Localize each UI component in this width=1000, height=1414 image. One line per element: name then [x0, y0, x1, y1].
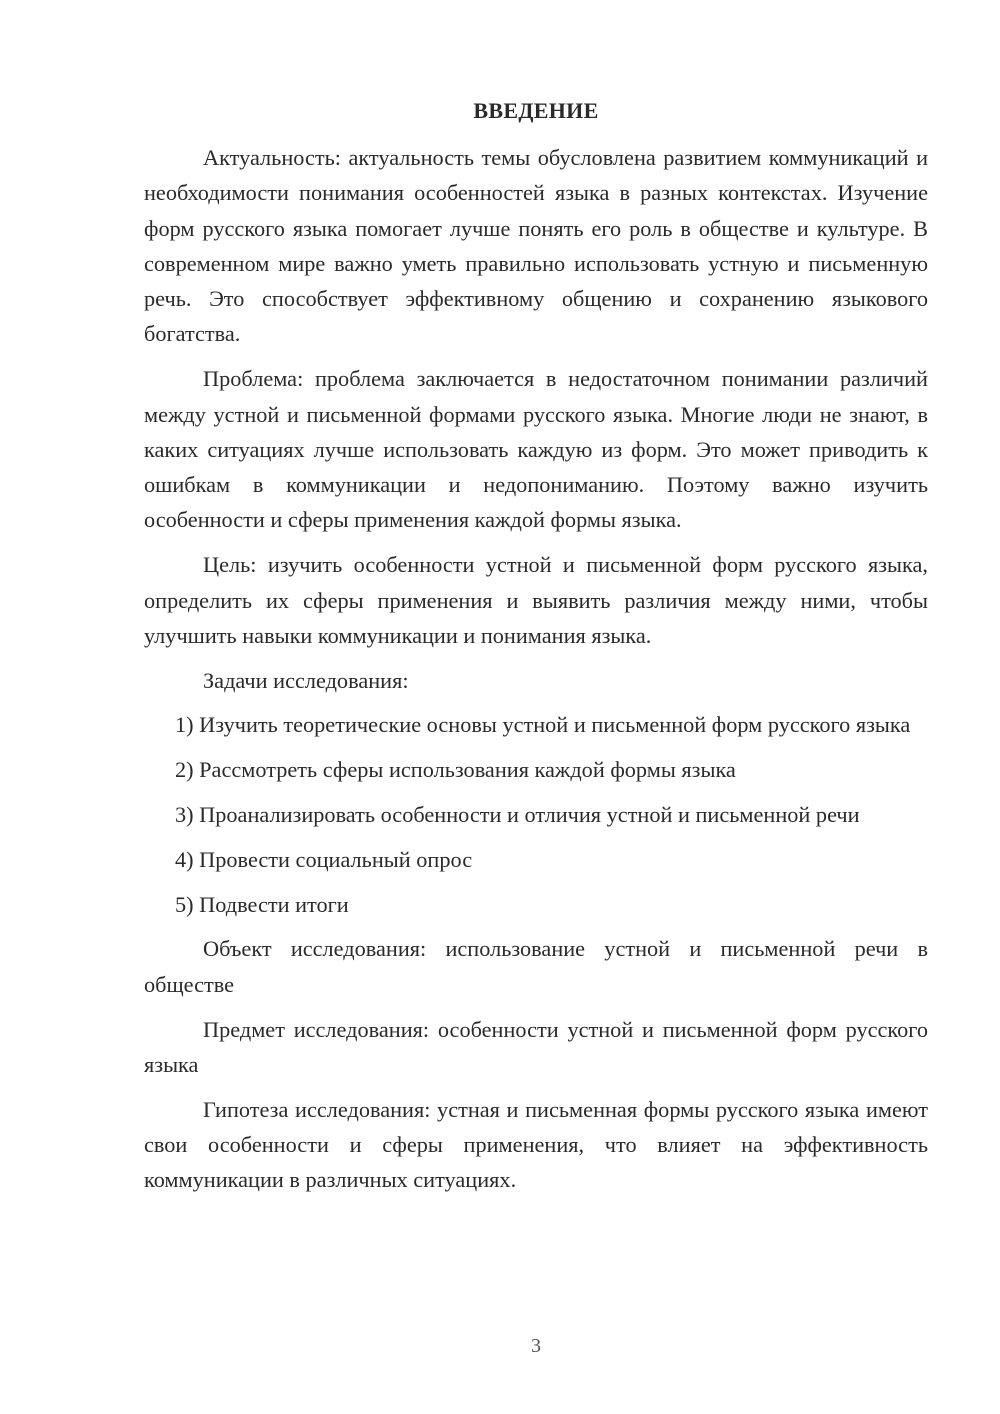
- paragraph-problem: Проблема: проблема заключается в недостаточном понимании различий между устной и письменной формами русского языка. Многие люди не знают, в каких ситуациях лучше использовать каждую из форм. Это может приводить к ошибкам в коммуникации и недопониманию. Поэтому важно изучить особенности и сферы применения каждой формы языка.: [144, 366, 928, 533]
- paragraph-goal: Цель: изучить особенности устной и письменной форм русского языка, определить их сферы применения и выявить различия между ними, чтобы улучшить навыки коммуникации и понимания языка.: [144, 552, 928, 648]
- paragraph-subject: Предмет исследования: особенности устной и письменной форм русского языка: [144, 1016, 928, 1077]
- document-body: [144, 140, 928, 1207]
- list-item-task-1: 1) Изучить теоретические основы устной и письменной форм русского языка: [175, 712, 911, 738]
- page-title: ВВЕДЕНИЕ: [473, 98, 599, 123]
- paragraph-hypothesis: Гипотеза исследования: устная и письменная формы русского языка имеют свои особенности и сферы применения, что влияет на эффективность коммуникации в различных ситуациях.: [144, 1096, 928, 1193]
- list-item-task-5: 5) Подвести итоги: [175, 891, 349, 917]
- paragraph-object: Объект исследования: использование устной и письменной речи в обществе: [144, 936, 928, 997]
- list-item-task-4: 4) Провести социальный опрос: [175, 846, 473, 872]
- paragraph-relevance: Актуальность: актуальность темы обусловлена развитием коммуникаций и необходимости понимания особенностей языка в разных контекстах. Изучение форм русского языка помогает лучше понять его роль в обществе и культуре. В современном мире важно уметь правильно использовать устную и письменную речь. Это способствует эффективному общению и сохранению языкового богатства.: [144, 145, 928, 347]
- page-number: 3: [531, 1335, 541, 1357]
- list-item-task-2: 2) Рассмотреть сферы использования каждой формы языка: [175, 757, 736, 783]
- tasks-title: Задачи исследования:: [203, 667, 409, 693]
- list-item-task-3: 3) Проанализировать особенности и отличия устной и письменной речи: [175, 802, 860, 828]
